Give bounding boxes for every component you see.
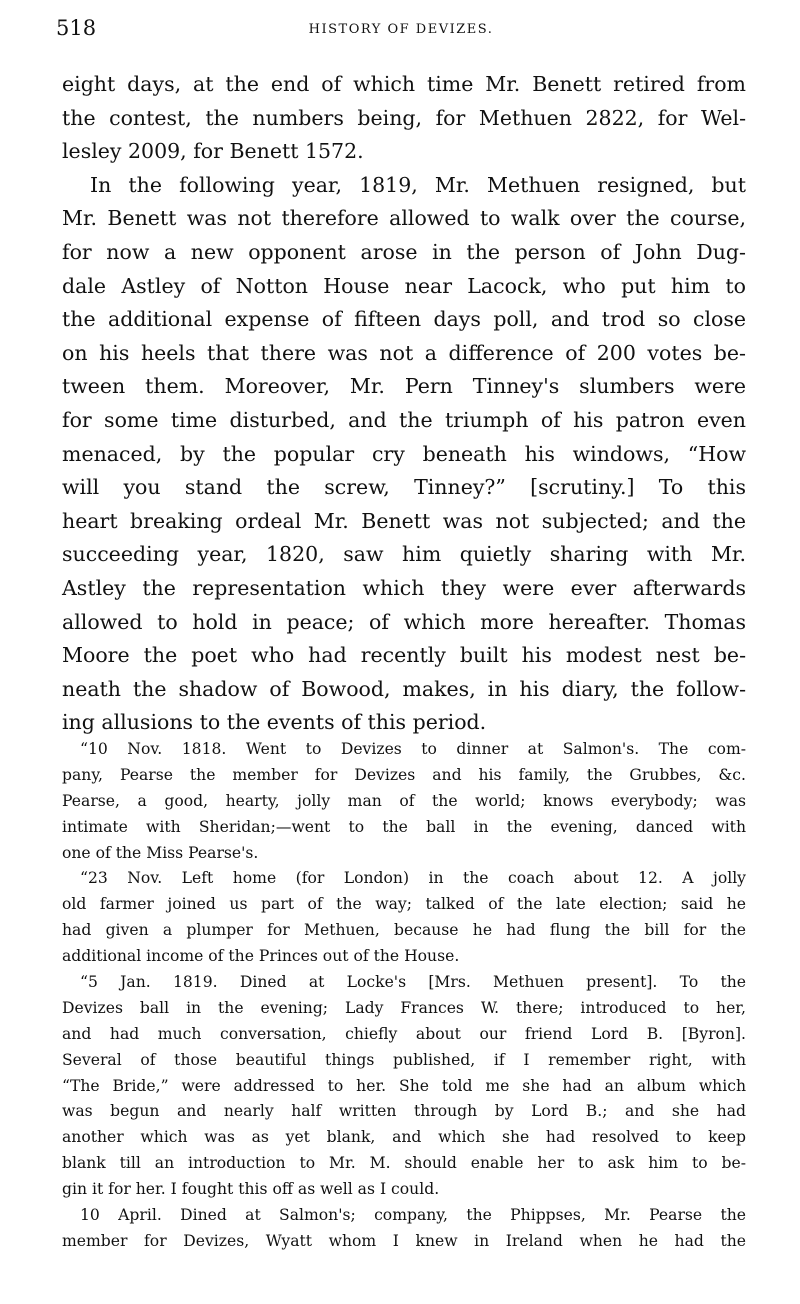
note-line: gin it for her. I fought this off as well as I could. [62, 1180, 440, 1199]
page-number: 518 [56, 16, 97, 40]
note-line: and had much conversation, chiefly about our friend Lord B. [Byron]. [62, 1024, 746, 1043]
body-line: allowed to hold in peace; of which more hereafter. Thomas [62, 609, 746, 634]
note-line: additional income of the Princes out of the House. [62, 947, 460, 966]
body-line: the additional expense of fifteen days poll, and trod so close [62, 307, 746, 332]
note-line: Devizes ball in the evening; Lady Frances W. there; introduced to her, [62, 998, 746, 1017]
note-line: Several of those beautiful things published, if I remember right, with [62, 1050, 746, 1069]
diary-extracts [62, 737, 746, 1255]
body-line: In the following year, 1819, Mr. Methuen resigned, but [90, 172, 746, 197]
note-line: “5 Jan. 1819. Dined at Locke's [Mrs. Methuen present]. To the [80, 973, 746, 992]
note-line: another which was as yet blank, and which she had resolved to keep [62, 1128, 746, 1147]
body-line: eight days, at the end of which time Mr. Benett retired from [62, 72, 746, 96]
note-line: old farmer joined us part of the way; talked of the late election; said he [62, 895, 746, 914]
note-line: had given a plumper for Methuen, because he had flung the bill for the [62, 921, 746, 940]
body-line: Moore the poet who had recently built his modest nest be- [62, 643, 746, 668]
body-line: heart breaking ordeal Mr. Benett was not subjected; and the [62, 508, 746, 533]
page-header [56, 16, 746, 46]
note-line: “The Bride,” were addressed to her. She told me she had an album which [62, 1076, 746, 1095]
body-line: ing allusions to the events of this period. [62, 710, 487, 735]
note-line: “23 Nov. Left home (for London) in the coach about 12. A jolly [80, 869, 746, 888]
body-line: dale Astley of Notton House near Lacock, who put him to [62, 273, 746, 298]
note-line: member for Devizes, Wyatt whom I knew in Ireland when he had the [62, 1231, 746, 1250]
note-line: blank till an introduction to Mr. M. should enable her to ask him to be- [62, 1154, 746, 1173]
body-line: succeeding year, 1820, saw him quietly sharing with Mr. [62, 542, 746, 567]
body-line: neath the shadow of Bowood, makes, in his diary, the follow- [62, 676, 746, 701]
body-line: on his heels that there was not a difference of 200 votes be- [62, 340, 746, 365]
body-text [62, 68, 746, 740]
note-line: was begun and nearly half written through by Lord B.; and she had [62, 1102, 746, 1121]
note-line: intimate with Sheridan;—went to the ball in the evening, danced with [62, 817, 746, 836]
body-line: the contest, the numbers being, for Methuen 2822, for Wel- [62, 105, 746, 130]
running-title: HISTORY OF DEVIZES. [308, 22, 494, 37]
body-line: Astley the representation which they were ever afterwards [62, 575, 746, 600]
body-line: menaced, by the popular cry beneath his windows, “How [62, 441, 746, 466]
body-line: tween them. Moreover, Mr. Pern Tinney's slumbers were [62, 374, 746, 399]
body-line: for some time disturbed, and the triumph of his patron even [62, 407, 746, 432]
note-line: Pearse, a good, hearty, jolly man of the world; knows everybody; was [62, 791, 746, 810]
note-line: 10 April. Dined at Salmon's; company, the Phippses, Mr. Pearse the [80, 1206, 746, 1225]
body-line: will you stand the screw, Tinney?” [scrutiny.] To this [62, 475, 746, 500]
body-line: for now a new opponent arose in the person of John Dug- [62, 239, 746, 264]
body-line: lesley 2009, for Benett 1572. [62, 139, 364, 164]
note-line: pany, Pearse the member for Devizes and his family, the Grubbes, &c. [62, 765, 746, 784]
note-line: one of the Miss Pearse's. [62, 843, 259, 862]
body-line: Mr. Benett was not therefore allowed to walk over the course, [62, 206, 746, 231]
note-line: “10 Nov. 1818. Went to Devizes to dinner at Salmon's. The com- [80, 740, 746, 758]
